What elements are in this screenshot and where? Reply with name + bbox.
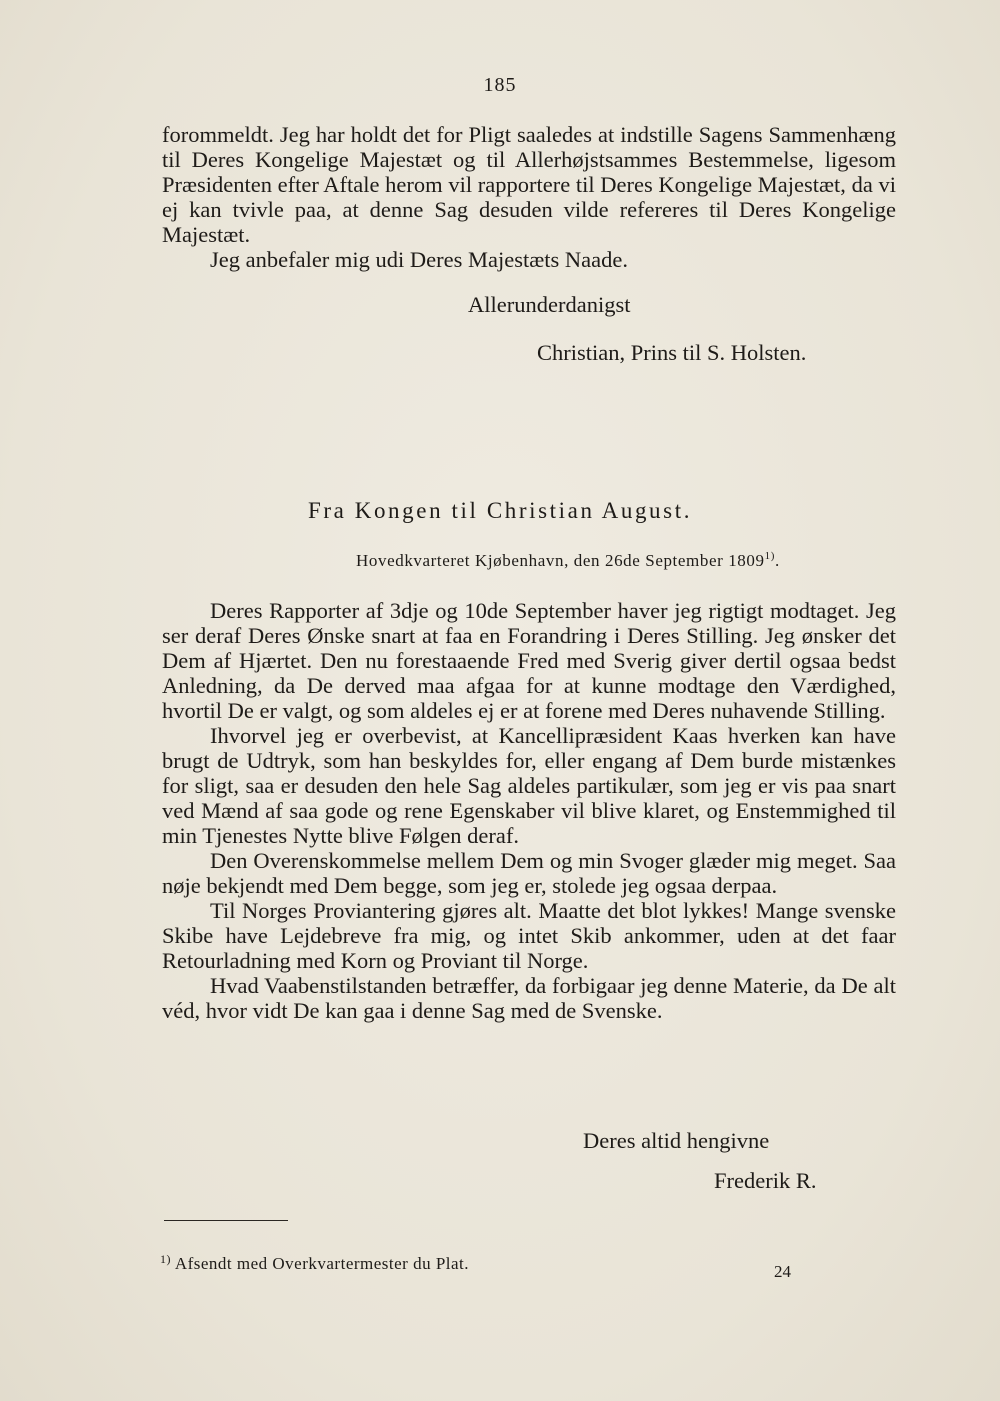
paragraph: Hvad Vaabenstilstanden betræffer, da forbigaar jeg denne Materie, da De alt véd, hvor vidt De kan gaa i denne Sag med de Svenske.: [162, 973, 896, 1023]
paragraph: Til Norges Proviantering gjøres alt. Maatte det blot lykkes! Mange svenske Skibe have Lejdebreve fra mig, og intet Skib ankommer, uden at det faar Retourladning med Korn og Proviant til Norge.: [162, 898, 896, 973]
paragraph: Jeg anbefaler mig udi Deres Majestæts Naade.: [210, 247, 628, 272]
signature: Christian, Prins til S. Holsten.: [537, 340, 807, 365]
footnote-marker: 1): [160, 1252, 171, 1266]
letter-body: [162, 598, 896, 1023]
closing-salutation: Deres altid hengivne: [583, 1128, 770, 1153]
paragraph: forommeldt. Jeg har holdt det for Pligt saaledes at indstille Sagens Sammenhæng til Deres Kongelige Majestæt og til Allerhøjstsammes Bestemmelse, ligesom Præsidenten efter Aftale herom vil rapportere til Deres Kongelige Majestæt, da vi ej kan tvivle paa, at denne Sag desuden vilde refereres til Deres Kongelige Majestæt.: [162, 122, 896, 247]
letter-heading: Fra Kongen til Christian August.: [307, 498, 693, 523]
paragraph: Deres Rapporter af 3dje og 10de September haver jeg rigtigt modtaget. Jeg ser deraf Deres Ønske snart at faa en Forandring i Deres Stilling. Jeg ønsker det Dem af Hjærtet. Den nu forestaaende Fred med Sverig giver dertil ogsaa bedst Anledning, da De derved maa afgaa for at kunne modtage den Værdighed, hvortil De er valgt, og som aldeles ej er at forene med Deres nuhavende Stilling.: [162, 598, 896, 723]
paragraph: Ihvorvel jeg er overbevist, at Kancellipræsident Kaas hverken kan have brugt de Udtryk, som han beskyldes for, eller engang af Dem burde mistænkes for sligt, saa er desuden den hele Sag aldeles partikulær, som jeg er vis paa snart ved Mænd af saa gode og rene Egenskaber vil blive klaret, og Enstemmighed til min Tjenestes Nytte blive Følgen deraf.: [162, 723, 896, 848]
footnote-divider: [164, 1220, 288, 1221]
printer-signature-mark: 24: [774, 1262, 791, 1281]
page-number: 185: [483, 74, 517, 96]
paragraph: Den Overenskommelse mellem Dem og min Svoger glæder mig meget. Saa nøje bekjendt med Dem begge, som jeg er, stolede jeg ogsaa derpaa.: [162, 848, 896, 898]
previous-letter-ending: [162, 122, 896, 272]
footnote-reference: 1): [764, 550, 775, 562]
closing-salutation: Allerunderdanigst: [468, 292, 631, 317]
dateline-period: .: [774, 551, 780, 570]
footnote: [160, 1252, 469, 1274]
signature: Frederik R.: [714, 1168, 817, 1193]
dateline: [356, 550, 780, 571]
footnote-text: Afsendt med Overkvartermester du Plat.: [174, 1254, 470, 1273]
dateline-text: Hovedkvarteret Kjøbenhavn, den 26de September 1809: [356, 551, 765, 570]
